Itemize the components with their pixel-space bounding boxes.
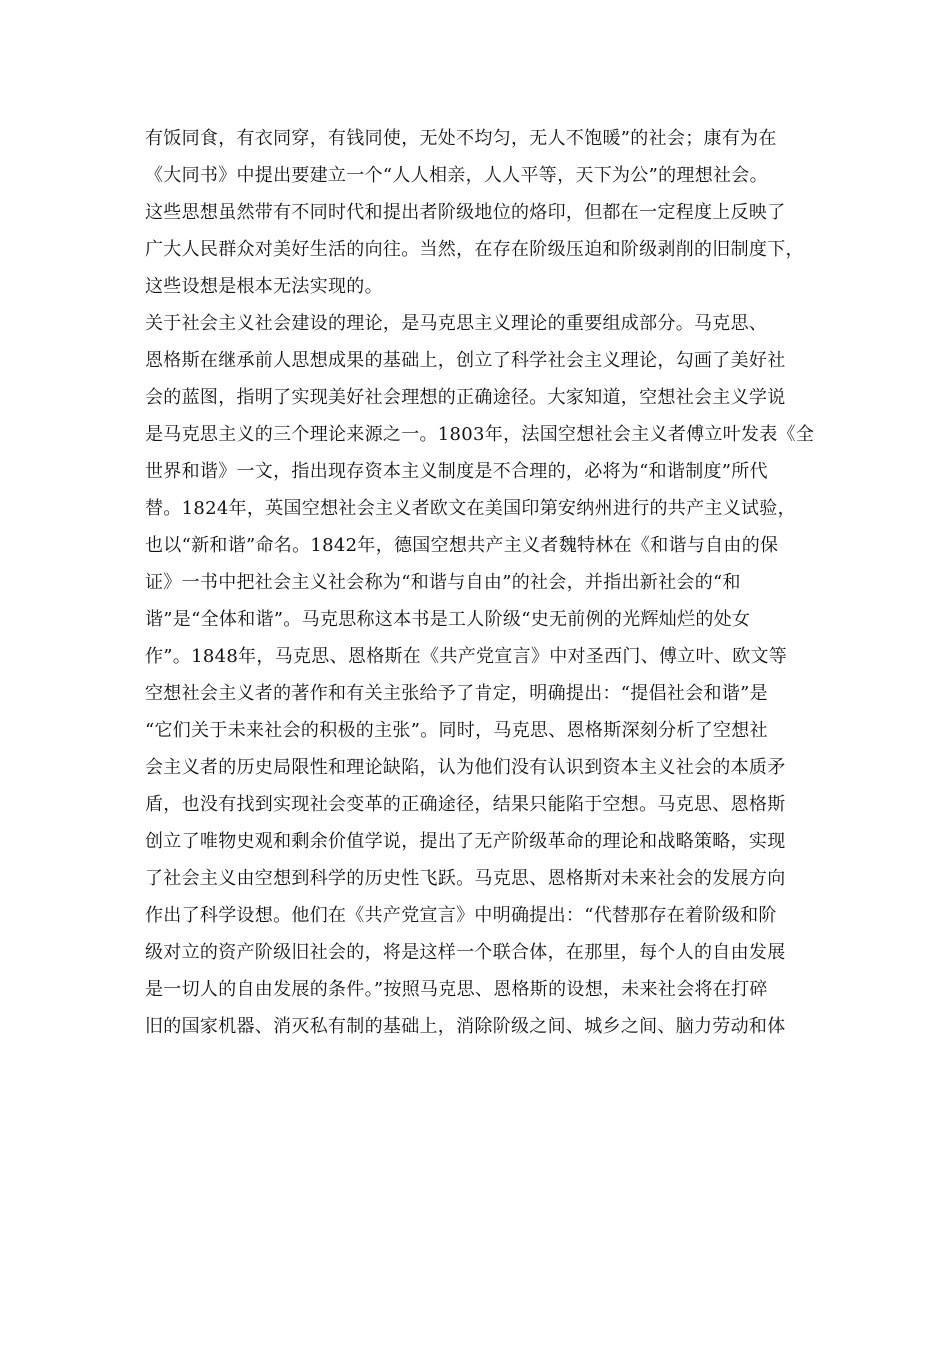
text-line: 会主义者的历史局限性和理论缺陷，认为他们没有认识到资本主义社会的本质矛 [145, 757, 786, 778]
text-line: 《大同书》中提出要建立一个“人人相亲，人人平等，天下为公”的理想社会。 [145, 165, 768, 186]
text-line: 旧的国家机器、消灭私有制的基础上，消除阶级之间、城乡之间、脑力劳动和体 [145, 1016, 786, 1037]
text-line: 这些思想虽然带有不同时代和提出者阶级地位的烙印，但都在一定程度上反映了 [145, 202, 786, 223]
text-line: 作”。1848年，马克思、恩格斯在《共产党宣言》中对圣西门、傅立叶、欧文等 [145, 646, 788, 667]
text-line: 有饭同食，有衣同穿，有钱同使，无处不均匀，无人不饱暖”的社会；康有为在 [145, 128, 777, 149]
text-line: 也以“新和谐”命名。1842年，德国空想共产主义者魏特林在《和谐与自由的保 [145, 535, 779, 556]
text-line: 关于社会主义社会建设的理论，是马克思主义理论的重要组成部分。马克思、 [145, 313, 768, 334]
text-line: 恩格斯在继承前人思想成果的基础上，创立了科学社会主义理论，勾画了美好社 [145, 350, 786, 371]
text-line: 是马克思主义的三个理论来源之一。1803年，法国空想社会主义者傅立叶发表《全 [145, 424, 815, 445]
text-line: 广大人民群众对美好生活的向往。当然，在存在阶级压迫和阶级剥削的旧制度下， [145, 239, 804, 260]
text-line: 这些设想是根本无法实现的。 [145, 276, 383, 297]
text-line: “它们关于未来社会的积极的主张”。同时，马克思、恩格斯深刻分析了空想社 [145, 720, 768, 741]
text-line: 是一切人的自由发展的条件。”按照马克思、恩格斯的设想，未来社会将在打碎 [145, 979, 768, 1000]
body-text [145, 120, 815, 1045]
text-line: 了社会主义由空想到科学的历史性飞跃。马克思、恩格斯对未来社会的发展方向 [145, 868, 786, 889]
text-line: 作出了科学设想。他们在《共产党宣言》中明确提出：“代替那存在着阶级和阶 [145, 905, 777, 926]
text-line: 级对立的资产阶级旧社会的，将是这样一个联合体，在那里，每个人的自由发展 [145, 942, 786, 963]
text-line: 证》一书中把社会主义社会称为“和谐与自由”的社会，并指出新社会的“和 [145, 572, 741, 593]
text-line: 替。1824年，英国空想社会主义者欧文在美国印第安纳州进行的共产主义试验， [145, 498, 796, 519]
text-line: 盾，也没有找到实现社会变革的正确途径，结果只能陷于空想。马克思、恩格斯 [145, 794, 786, 815]
text-line: 空想社会主义者的著作和有关主张给予了肯定，明确提出：“提倡社会和谐”是 [145, 683, 768, 704]
text-line: 创立了唯物史观和剩余价值学说，提出了无产阶级革命的理论和战略策略，实现 [145, 831, 786, 852]
text-line: 谐”是“全体和谐”。马克思称这本书是工人阶级“史无前例的光辉灿烂的处女 [145, 609, 751, 630]
text-line: 会的蓝图，指明了实现美好社会理想的正确途径。大家知道，空想社会主义学说 [145, 387, 786, 408]
text-line: 世界和谐》一文，指出现存资本主义制度是不合理的，必将为“和谐制度”所代 [145, 461, 768, 482]
